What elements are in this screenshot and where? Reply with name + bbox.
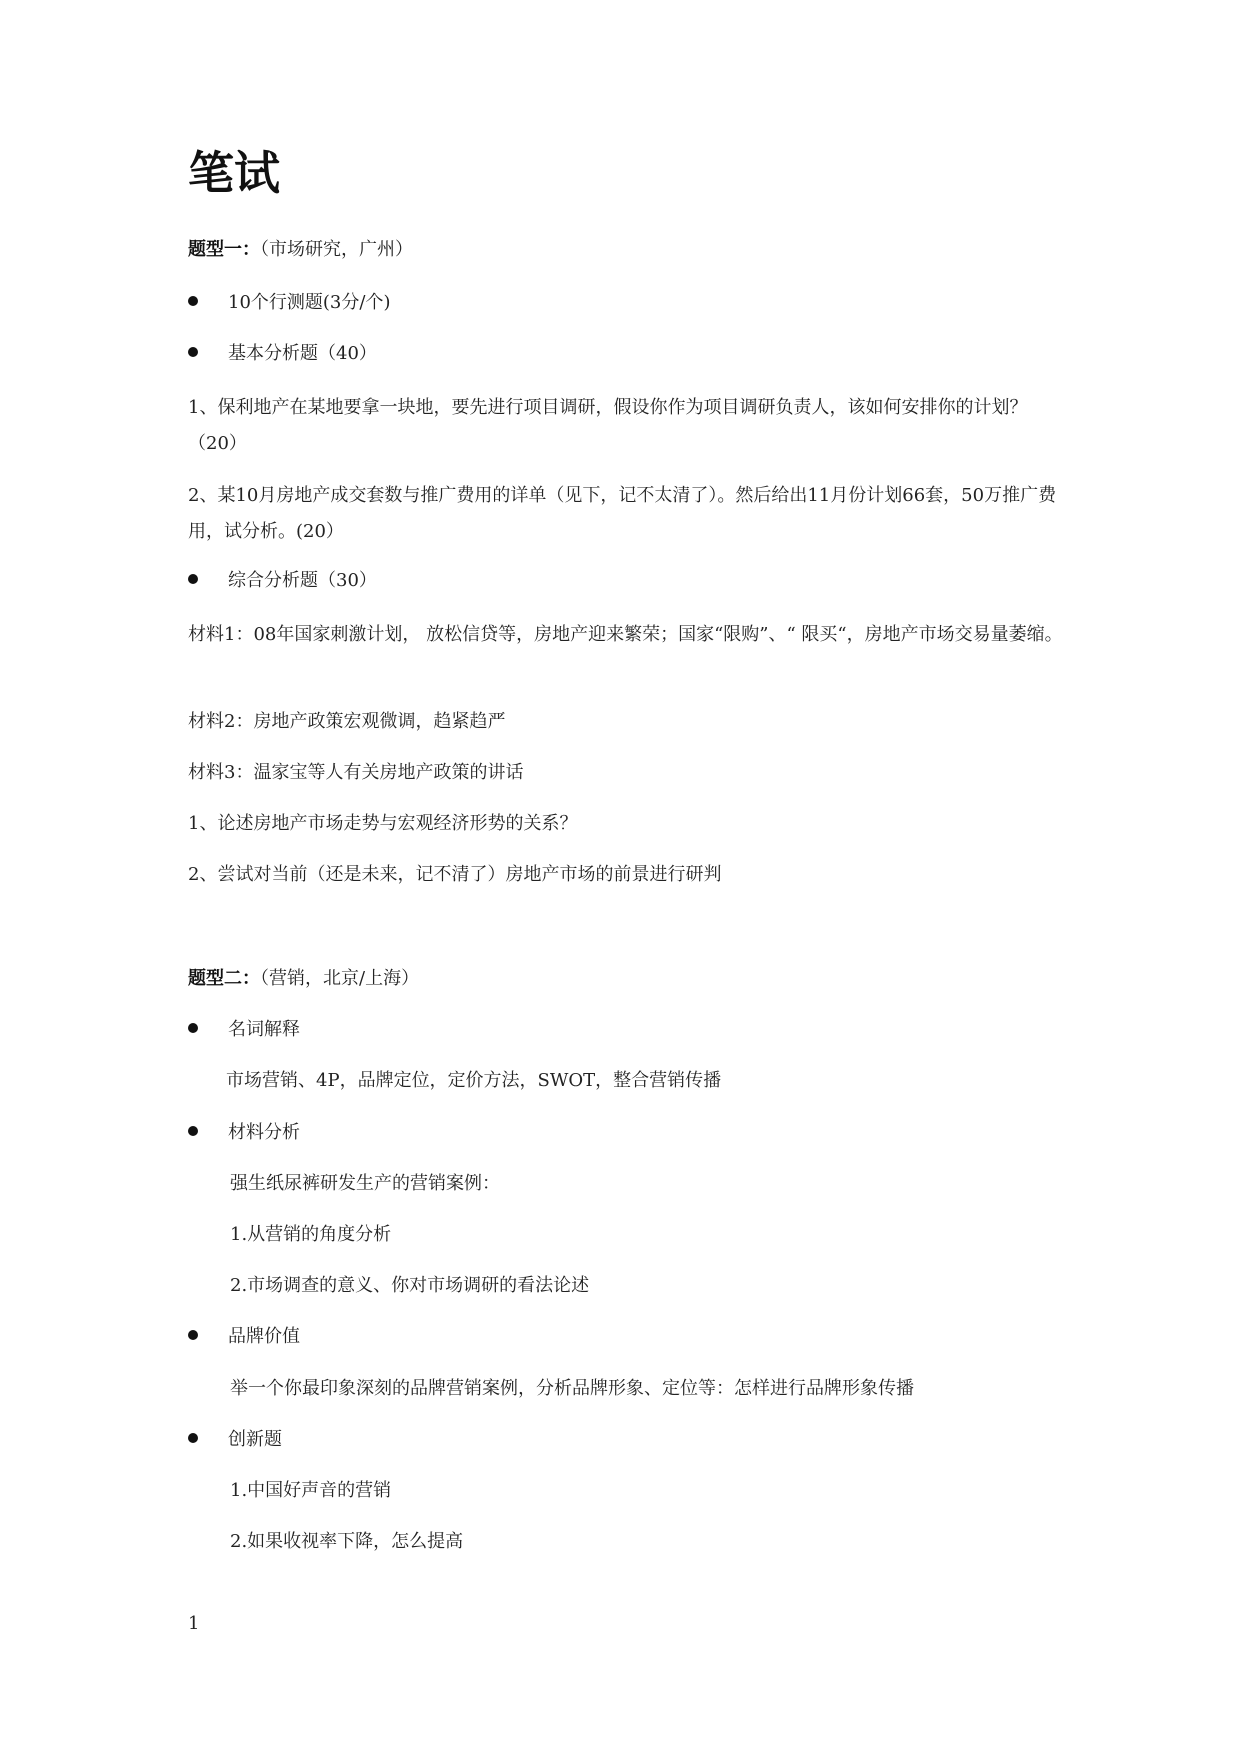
bullet-icon <box>188 347 198 357</box>
bullet-text: 名词解释 <box>228 1019 300 1040</box>
question-1: 1、保利地产在某地要拿一块地，要先进行项目调研，假设你作为项目调研负责人，该如何安排你的计划？（20） <box>188 397 1028 454</box>
bullet-2-item-2: 2.市场调查的意义、你对市场调研的看法论述 <box>230 1275 590 1296</box>
section1-heading <box>188 237 413 263</box>
section1-bullet-2 <box>188 341 377 367</box>
bullet-3-detail: 举一个你最印象深刻的品牌营销案例，分析品牌形象、定位等：怎样进行品牌形象传播 <box>230 1378 914 1399</box>
section2-heading <box>188 966 419 992</box>
bullet-1-detail: 市场营销、4P，品牌定位，定价方法，SWOT，整合营销传播 <box>226 1070 722 1091</box>
bullet-text: 基本分析题（40） <box>228 343 377 364</box>
bullet-text: 创新题 <box>228 1429 282 1450</box>
bullet-text: 品牌价值 <box>228 1326 300 1347</box>
section1-bullet-1 <box>188 290 390 316</box>
section1-heading-rest: （市场研究，广州） <box>260 239 413 260</box>
bullet-icon <box>188 574 198 584</box>
section2-bullet-3 <box>188 1324 300 1350</box>
bullet-icon <box>188 1126 198 1136</box>
bullet-icon <box>188 1330 198 1340</box>
material-2: 材料2：房地产政策宏观微调，趋紧趋严 <box>188 711 506 732</box>
question-2: 2、某10月房地产成交套数与推广费用的详单（见下，记不太清了）。然后给出11月份计划66套，50万推广费用，试分析。(20） <box>188 485 1057 542</box>
question-3: 1、论述房地产市场走势与宏观经济形势的关系？ <box>188 813 578 834</box>
section1-bullet-3 <box>188 568 377 594</box>
bullet-icon <box>188 1023 198 1033</box>
bullet-2-item-1: 1.从营销的角度分析 <box>230 1224 392 1245</box>
bullet-4-item-2: 2.如果收视率下降，怎么提高 <box>230 1531 464 1552</box>
section2-heading-rest: （营销，北京/上海） <box>260 968 420 989</box>
question-4: 2、尝试对当前（还是未来，记不清了）房地产市场的前景进行研判 <box>188 864 722 885</box>
bullet-4-item-1: 1.中国好声音的营销 <box>230 1480 392 1501</box>
bullet-icon <box>188 296 198 306</box>
section1-heading-bold: 题型一： <box>188 239 260 260</box>
bullet-text: 综合分析题（30） <box>228 570 377 591</box>
section2-bullet-4 <box>188 1427 282 1453</box>
section2-bullet-2 <box>188 1120 300 1146</box>
section2-heading-bold: 题型二： <box>188 968 260 989</box>
material-1: 材料1：08年国家刺激计划， 放松信贷等，房地产迎来繁荣；国家“限购”、“ 限买“，房地产市场交易量萎缩。 <box>188 624 1063 645</box>
page-title: 笔试 <box>188 146 280 200</box>
bullet-icon <box>188 1433 198 1443</box>
page-number: 1 <box>188 1613 200 1634</box>
bullet-text: 10个行测题(3分/个) <box>228 292 391 313</box>
bullet-2-detail: 强生纸尿裤研发生产的营销案例： <box>230 1173 500 1194</box>
section2-bullet-1 <box>188 1017 300 1043</box>
material-3: 材料3：温家宝等人有关房地产政策的讲话 <box>188 762 524 783</box>
bullet-text: 材料分析 <box>228 1122 300 1143</box>
